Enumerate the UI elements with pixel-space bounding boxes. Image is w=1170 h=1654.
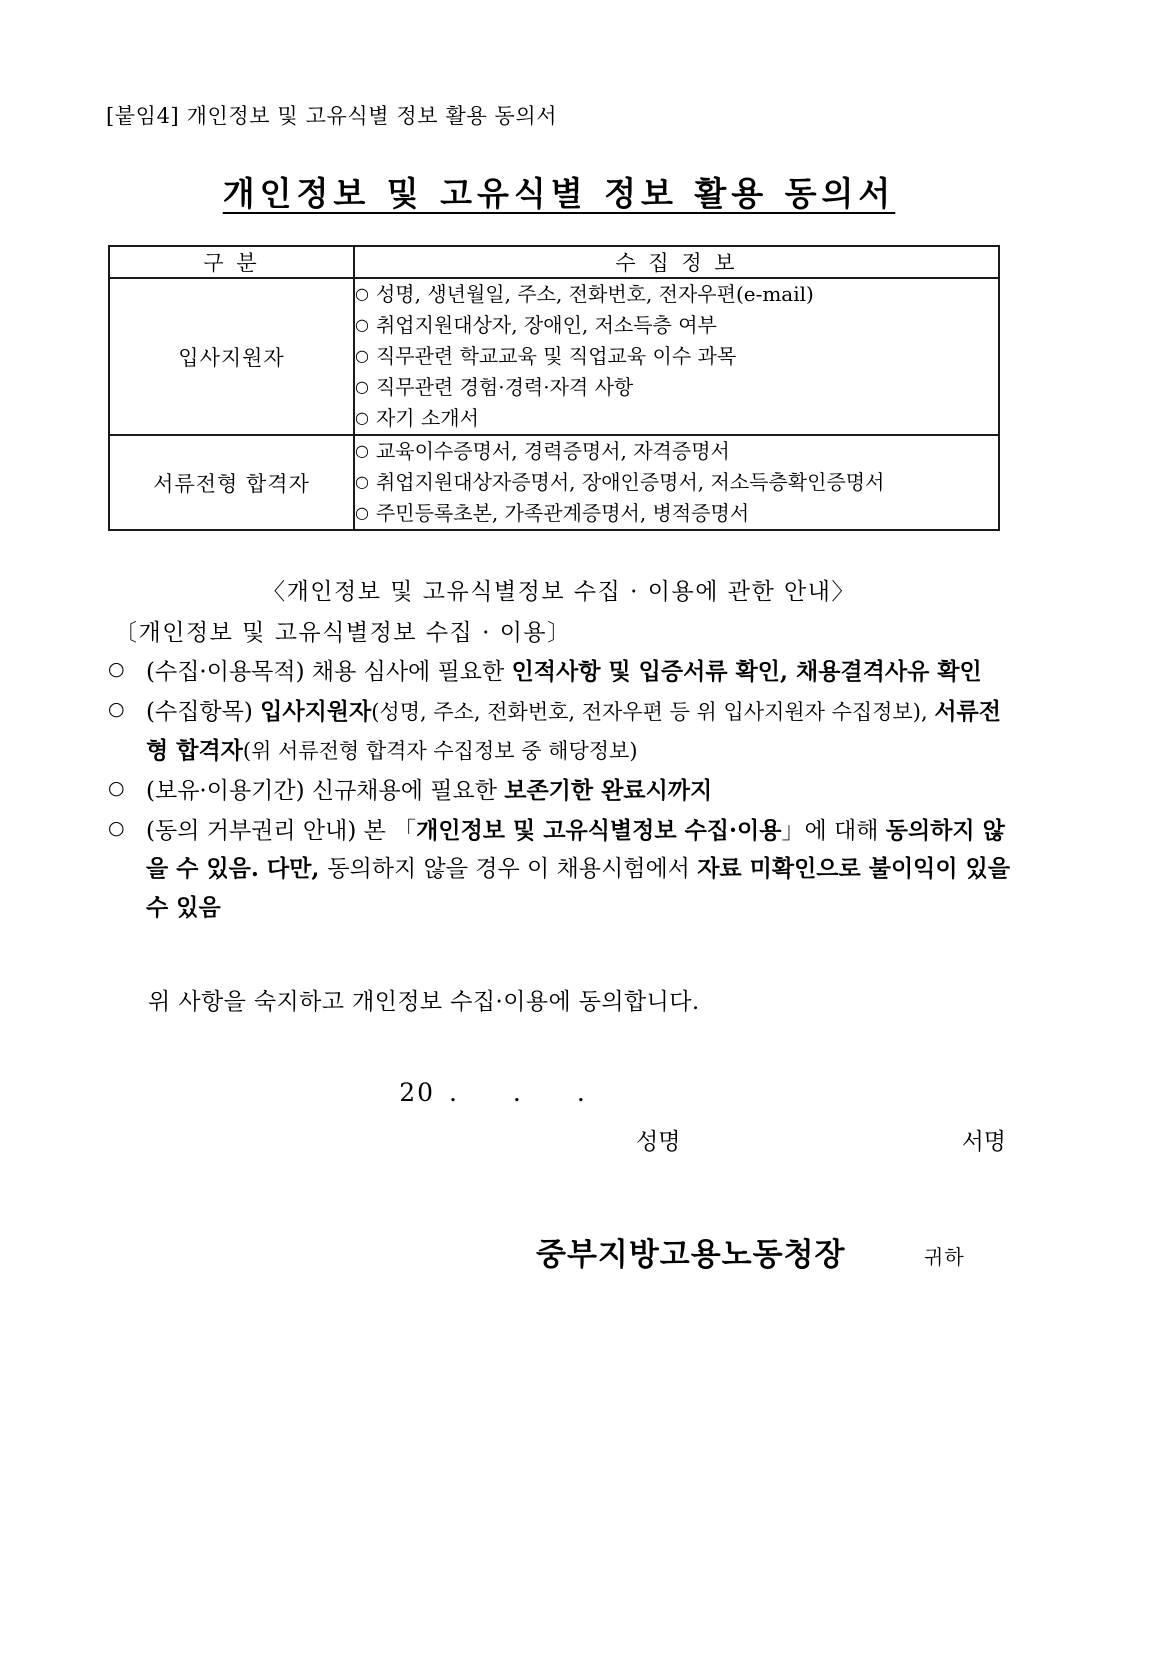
table-header-row — [109, 246, 999, 278]
date-year-prefix: 20 — [399, 1077, 436, 1107]
list-item — [355, 372, 998, 403]
clause-retention — [106, 772, 1012, 810]
circle-bullet-icon: ○ — [355, 472, 369, 491]
circle-bullet-icon: ○ — [355, 284, 369, 303]
row-label-applicant: 입사지원자 — [109, 278, 354, 435]
clause-text — [146, 699, 1001, 763]
clause-part-bold: 입사지원자 — [260, 698, 372, 726]
table-header-info: 수 집 정 보 — [354, 246, 999, 278]
clause-text — [146, 818, 1010, 921]
signature-row — [106, 1123, 1012, 1165]
guide-title: 〈개인정보 및 고유식별정보 수집 · 이용에 관한 안내〉 — [262, 579, 856, 605]
table-row — [109, 435, 999, 530]
list-item — [355, 341, 998, 372]
organization-name: 중부지방고용노동청장 — [536, 1236, 846, 1273]
clause-part: (보유·이용기간) 신규채용에 필요한 — [146, 777, 505, 804]
organization-suffix: 귀하 — [924, 1244, 965, 1269]
organization-row — [106, 1229, 1012, 1285]
row-label-document-pass: 서류전형 합격자 — [109, 435, 354, 530]
clause-part-bold: 보존기한 완료시까지 — [504, 776, 713, 804]
circle-bullet-icon: ○ — [355, 315, 369, 334]
circle-bullet-icon: ○ — [355, 346, 369, 365]
circle-bullet-icon: ○ — [108, 698, 125, 721]
section-subtitle: 〔개인정보 및 고유식별정보 수집 · 이용〕 — [114, 620, 572, 646]
list-item — [355, 310, 998, 341]
agreement-statement: 위 사항을 숙지하고 개인정보 수집·이용에 동의합니다. — [148, 988, 700, 1015]
signature-label: 서명 — [961, 1128, 1006, 1155]
list-item-text: 직무관련 경험·경력·자격 사항 — [375, 375, 634, 399]
circle-bullet-icon: ○ — [108, 817, 125, 839]
list-item-text: 취업지원대상자, 장애인, 저소득층 여부 — [375, 313, 717, 337]
clause-part: 」에 대해 — [781, 818, 886, 844]
clause-part-bold: 동의하지 않을 수 있음. 다만, — [146, 817, 1005, 883]
clause-part: (동의 거부권리 안내) 본 「 — [146, 818, 417, 844]
clause-part: (수집항목) — [146, 699, 261, 726]
clause-part: (수집·이용목적) 채용 심사에 필요한 — [146, 659, 512, 685]
circle-bullet-icon: ○ — [355, 377, 369, 396]
circle-bullet-icon: ○ — [108, 658, 125, 680]
row-items-applicant — [354, 278, 999, 435]
row-items-document-pass — [354, 435, 999, 530]
list-item — [355, 498, 998, 529]
document-body — [106, 100, 1012, 1285]
clause-part-bold: 인적사항 및 입증서류 확인, 채용결격사유 확인 — [511, 658, 982, 685]
list-item — [355, 279, 998, 310]
circle-bullet-icon: ○ — [108, 776, 125, 799]
list-item — [355, 467, 998, 498]
list-item-text: 주민등록초본, 가족관계증명서, 병적증명서 — [375, 501, 750, 525]
clause-part-bold: 자료 미확인으로 불이익이 있을 수 있음 — [146, 855, 1011, 921]
date-line — [106, 1078, 1012, 1107]
list-item-text: 자기 소개서 — [375, 406, 479, 430]
table-row — [109, 278, 999, 435]
clause-part: 동의하지 않을 경우 이 채용시험에서 — [327, 856, 698, 883]
name-label: 성명 — [636, 1128, 681, 1155]
list-item — [355, 403, 998, 434]
circle-bullet-icon: ○ — [355, 503, 369, 522]
date-dots: . . . — [449, 1077, 609, 1107]
clause-purpose — [106, 653, 1012, 691]
page-title: 개인정보 및 고유식별 정보 활용 동의서 — [222, 174, 896, 213]
clause-part-bold: 서류전형 합격자 — [146, 698, 1001, 764]
list-item-text: 직무관련 학교교육 및 직업교육 이수 과목 — [375, 344, 737, 368]
clause-part-bold: 개인정보 및 고유식별정보 수집·이용 — [416, 817, 782, 844]
collected-info-table — [108, 245, 1000, 531]
list-item — [355, 436, 998, 467]
clause-text — [146, 778, 712, 804]
attachment-label: [붙임4] 개인정보 및 고유식별 정보 활용 동의서 — [106, 104, 558, 128]
circle-bullet-icon: ○ — [355, 441, 369, 460]
circle-bullet-icon: ○ — [355, 408, 369, 427]
clause-refusal-right — [106, 812, 1012, 927]
clause-text — [146, 659, 982, 685]
list-item-text: 취업지원대상자증명서, 장애인증명서, 저소득층확인증명서 — [375, 470, 885, 494]
table-header-category: 구 분 — [109, 246, 354, 278]
clause-items — [106, 693, 1012, 770]
clause-part-small: (성명, 주소, 전화번호, 전자우편 등 위 입사지원자 수집정보), — [371, 700, 935, 725]
list-item-text: 교육이수증명서, 경력증명서, 자격증명서 — [375, 439, 730, 463]
clause-part-small: (위 서류전형 합격자 수집정보 중 해당정보) — [242, 738, 638, 763]
list-item-text: 성명, 생년월일, 주소, 전화번호, 전자우편(e-mail) — [375, 282, 814, 306]
